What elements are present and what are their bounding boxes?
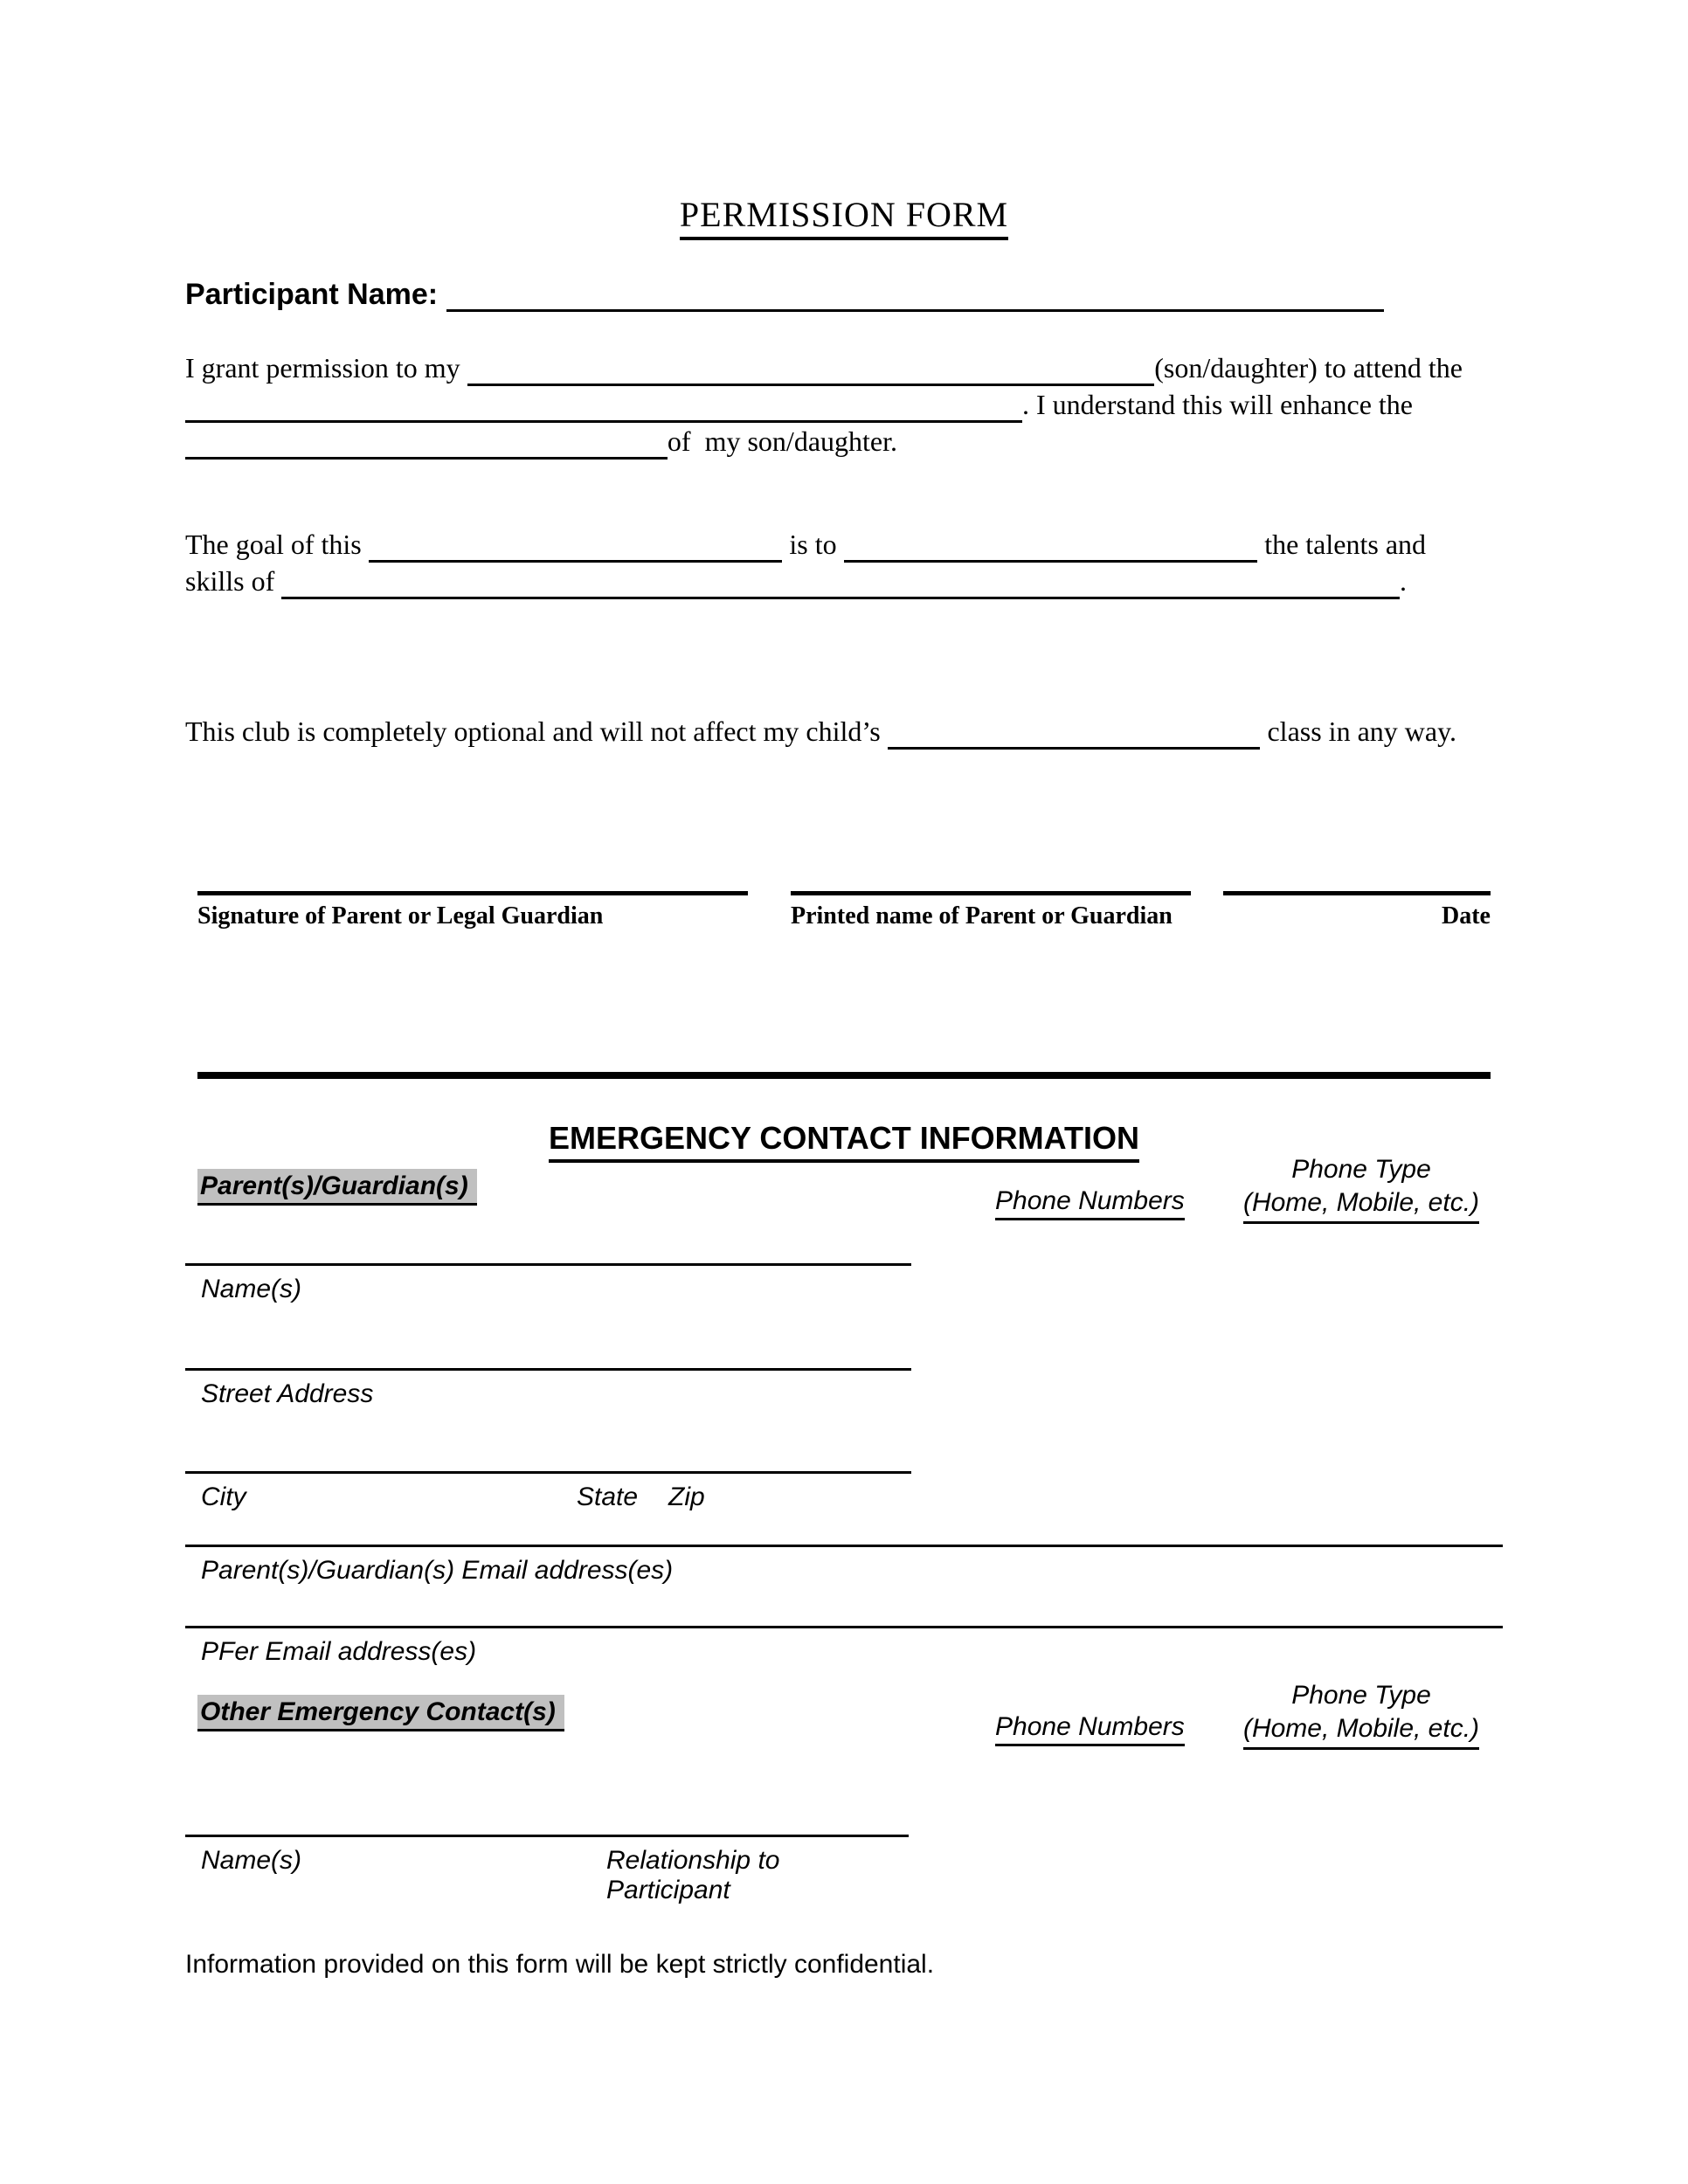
permission-text-4: of my son/daughter. xyxy=(667,425,897,457)
permission-paragraph xyxy=(185,349,1463,460)
participant-name-blank[interactable] xyxy=(446,304,1384,312)
other-contacts-header xyxy=(197,1695,564,1731)
parent-names-field[interactable] xyxy=(185,1263,911,1304)
goal-text-4: skills of xyxy=(185,565,282,597)
goal-club-blank[interactable] xyxy=(369,555,783,563)
signature-label: Signature of Parent or Legal Guardian xyxy=(197,902,604,930)
printed-name-line[interactable] xyxy=(791,891,1191,930)
other-contact-names-field[interactable] xyxy=(185,1835,909,1904)
page-title-text: PERMISSION FORM xyxy=(680,195,1008,240)
skills-blank[interactable] xyxy=(281,591,1400,599)
parents-guardians-header xyxy=(197,1169,477,1206)
participant-name-row xyxy=(185,278,1384,312)
phone-numbers-label-1: Phone Numbers xyxy=(995,1186,1185,1220)
section-divider xyxy=(197,1072,1491,1079)
phone-numbers-column-2 xyxy=(995,1712,1185,1746)
goal-text-5: . xyxy=(1400,565,1407,597)
parent-email-label: Parent(s)/Guardian(s) Email address(es) xyxy=(201,1556,674,1585)
other-contacts-header-text: Other Emergency Contact(s) xyxy=(197,1695,564,1731)
other-names-label: Name(s) xyxy=(201,1846,302,1875)
class-name-blank[interactable] xyxy=(888,742,1261,750)
enhance-blank[interactable] xyxy=(185,452,668,460)
parent-email-field[interactable] xyxy=(185,1545,1503,1586)
confidential-note: Information provided on this form will be kept strictly confidential. xyxy=(185,1950,935,1979)
emergency-section-heading xyxy=(0,1120,1688,1157)
phone-type-label-1b: (Home, Mobile, etc.) xyxy=(1243,1186,1479,1224)
permission-line-3 xyxy=(185,423,897,460)
street-address-label: Street Address xyxy=(201,1379,374,1408)
city-state-zip-field[interactable] xyxy=(185,1471,911,1526)
club-paragraph xyxy=(185,713,1456,750)
printed-name-label: Printed name of Parent or Guardian xyxy=(791,902,1173,930)
permission-text-3: . I understand this will enhance the xyxy=(1022,389,1413,420)
permission-line-1 xyxy=(185,349,1463,386)
goal-text-1: The goal of this xyxy=(185,529,369,560)
permission-text-1: I grant permission to my xyxy=(185,352,467,384)
relationship-label: Relationship to Participant xyxy=(606,1846,780,1904)
goal-line-1 xyxy=(185,526,1426,563)
phone-type-label-2a: Phone Type xyxy=(1291,1681,1431,1710)
event-name-blank[interactable] xyxy=(185,415,1022,423)
permission-text-2: (son/daughter) to attend the xyxy=(1154,352,1463,384)
signature-line[interactable] xyxy=(197,891,748,930)
date-line[interactable] xyxy=(1223,891,1491,930)
goal-action-blank[interactable] xyxy=(844,555,1258,563)
date-label: Date xyxy=(1442,902,1491,930)
state-label: State xyxy=(577,1482,639,1511)
pfer-email-label: PFer Email address(es) xyxy=(201,1637,477,1666)
phone-type-label-2b: (Home, Mobile, etc.) xyxy=(1243,1712,1479,1750)
phone-type-column-2 xyxy=(1230,1679,1492,1750)
page-title xyxy=(0,194,1688,235)
phone-numbers-column-1 xyxy=(995,1186,1185,1220)
emergency-heading-text: EMERGENCY CONTACT INFORMATION xyxy=(549,1120,1139,1163)
goal-text-3: the talents and xyxy=(1257,529,1427,560)
parent-names-label: Name(s) xyxy=(201,1275,302,1303)
zip-label: Zip xyxy=(668,1482,705,1511)
phone-type-column-1 xyxy=(1230,1153,1492,1224)
goal-text-2: is to xyxy=(782,529,844,560)
parents-guardians-header-text: Parent(s)/Guardian(s) xyxy=(197,1169,477,1206)
phone-type-label-1a: Phone Type xyxy=(1291,1155,1431,1184)
club-text-1: This club is completely optional and will not affect my child’s xyxy=(185,715,888,747)
pfer-email-field[interactable] xyxy=(185,1626,1503,1667)
goal-paragraph xyxy=(185,526,1426,599)
club-line-1 xyxy=(185,713,1456,750)
goal-line-2 xyxy=(185,563,1407,599)
phone-numbers-label-2: Phone Numbers xyxy=(995,1712,1185,1746)
city-label: City xyxy=(201,1482,246,1511)
street-address-field[interactable] xyxy=(185,1368,911,1409)
permission-line-2 xyxy=(185,386,1463,423)
club-text-2: class in any way. xyxy=(1260,715,1456,747)
relationship-blank[interactable] xyxy=(467,378,1155,386)
participant-name-label: Participant Name: xyxy=(185,278,446,311)
